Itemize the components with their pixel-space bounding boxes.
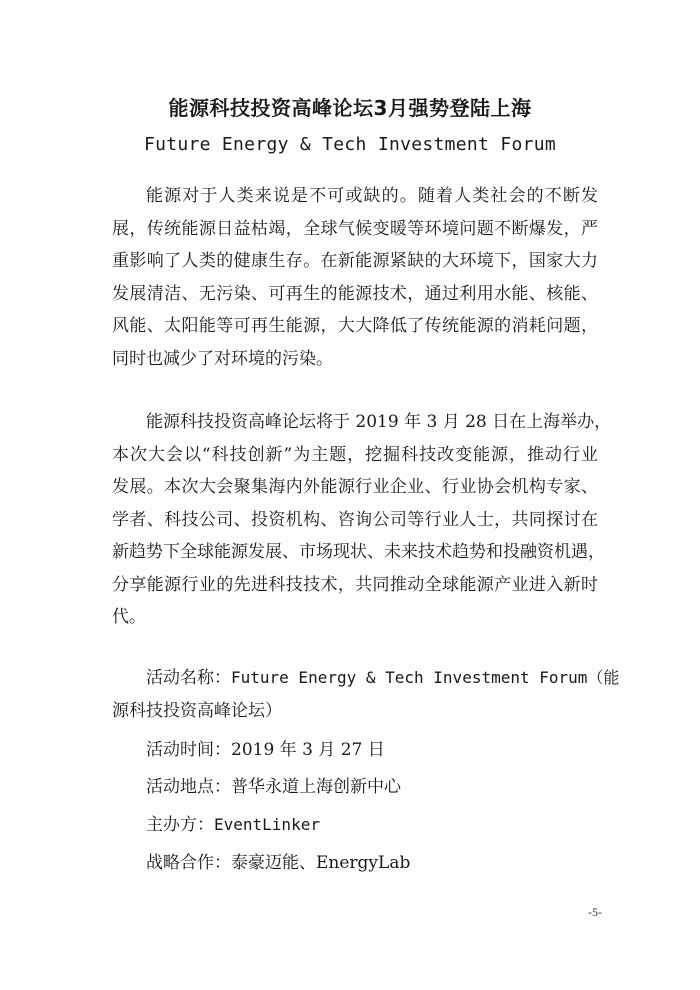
paragraph-line: 本次大会以“科技创新”为主题，挖掘科技改变能源，推动行业 [112,444,598,465]
paragraph-line: 风能、太阳能等可再生能源，大大降低了传统能源的消耗问题， [112,316,598,336]
paragraph-line: 同时也减少了对环境的污染。 [112,348,333,369]
event-time-value: 2019 年 3 月 27 日 [231,740,385,760]
event-place-label: 活动地点： [146,777,231,797]
page-title: 能源科技投资高峰论坛3月强势登陆上海 [168,96,532,120]
event-host-label: 主办方： [146,815,214,835]
paragraph-line: 发展。本次大会聚集海内外能源行业企业、行业协会机构专家、 [112,477,598,497]
event-name-label: 活动名称： [146,668,231,688]
paragraph-line: 重影响了人类的健康生存。在新能源紧缺的大环境下，国家大力 [112,251,598,271]
page-subtitle: Future Energy & Tech Investment Forum [143,134,557,155]
page-number: -5- [588,905,602,919]
paragraph-intro [112,180,598,375]
paragraph-line: 发展清洁、无污染、可再生的能源技术，通过利用水能、核能、 [112,283,598,304]
paragraph-line: 分享能源行业的先进科技技术，共同推动全球能源产业进入新时 [112,574,598,595]
event-name-continuation: 源科技投资高峰论坛） [112,701,282,721]
event-place-row [146,771,401,804]
paragraph-line: 能源对于人类来说是不可或缺的。随着人类社会的不断发 [146,186,598,206]
paragraph-line: 代。 [112,607,146,627]
paragraph-line: 能源科技投资高峰论坛将于 2019 年 3 月 28 日在上海举办， [146,412,612,432]
event-partner-value: 泰豪迈能、EnergyLab [231,853,411,873]
paragraph-line: 展，传统能源日益枯竭，全球气候变暖等环境问题不断爆发，严 [112,218,598,239]
event-host-row [146,809,320,842]
paragraph-event [112,406,612,634]
event-time-label: 活动时间： [146,740,231,760]
event-place-value: 普华永道上海创新中心 [231,777,401,797]
event-partner-label: 战略合作： [146,853,231,873]
event-name-value: Future Energy & Tech Investment Forum（能 [231,668,620,687]
paragraph-line: 新趋势下全球能源发展、市场现状、未来技术趋势和投融资机遇， [112,542,605,562]
event-time-row [146,734,385,767]
event-name-row [146,662,619,695]
event-partner-row [146,847,410,880]
paragraph-line: 学者、科技公司、投资机构、咨询公司等行业人士，共同探讨在 [112,509,598,530]
event-host-value: EventLinker [214,815,320,834]
